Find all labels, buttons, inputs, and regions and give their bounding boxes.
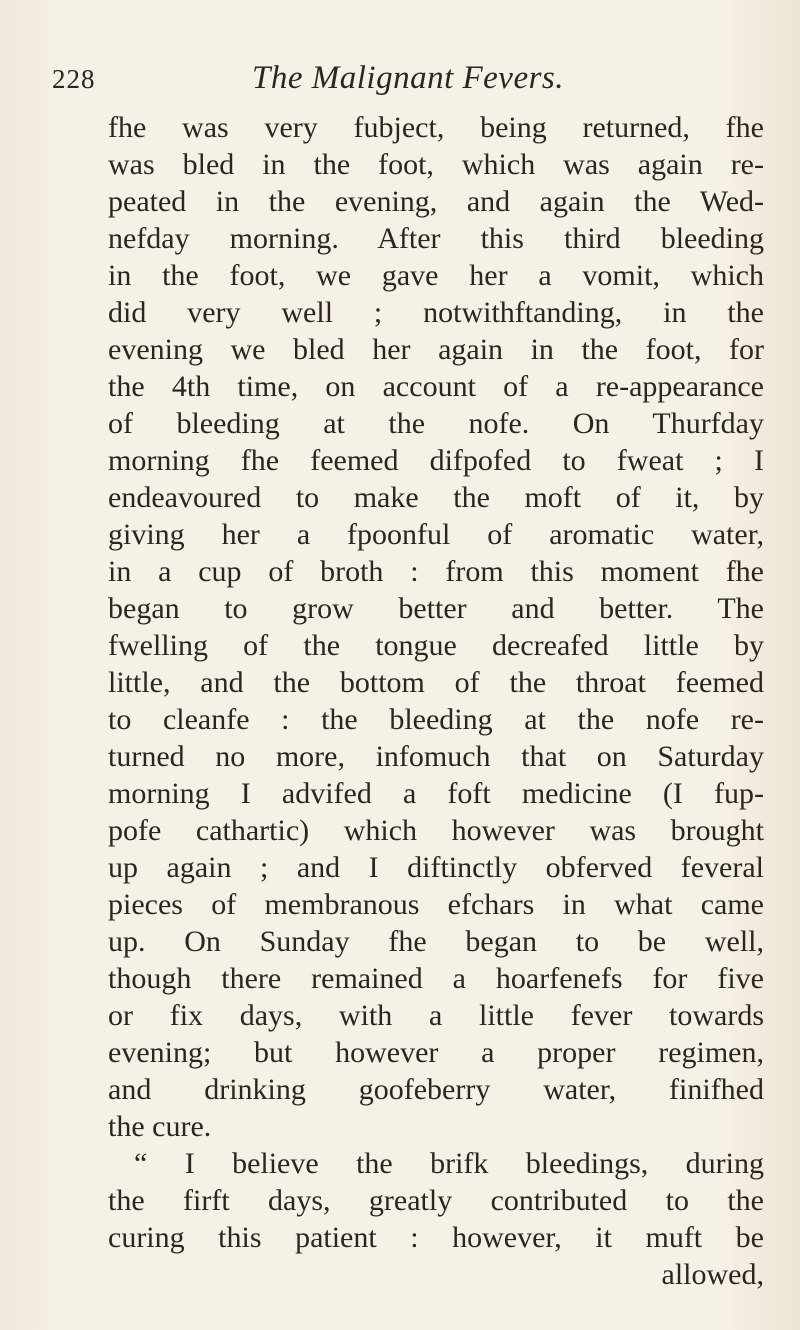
text-line: the 4th time, on account of a re-appearance [108, 370, 764, 403]
text-line: fwelling of the tongue decreafed little by [108, 629, 764, 662]
text-line: was bled in the foot, which was again re- [108, 148, 764, 181]
text-line: the firft days, greatly contributed to the [108, 1184, 764, 1217]
page-header [0, 60, 800, 106]
text-line: fhe was very fubject, being returned, fhe [108, 111, 764, 144]
text-line: the cure. [108, 1110, 212, 1143]
text-line: curing this patient : however, it muft be [108, 1221, 764, 1254]
text-line: giving her a fpoonful of aromatic water, [108, 518, 764, 551]
text-line: to cleanfe : the bleeding at the nofe re- [108, 703, 764, 736]
text-line: pofe cathartic) which however was brought [108, 814, 764, 847]
page-number: 228 [52, 64, 96, 94]
running-title: The Malignant Fevers. [252, 60, 565, 96]
text-line: up. On Sunday fhe began to be well, [108, 925, 764, 958]
text-line: evening we bled her again in the foot, for [108, 333, 764, 366]
text-line: little, and the bottom of the throat feemed [108, 666, 764, 699]
text-line: though there remained a hoarfenefs for five [108, 962, 764, 995]
text-line: turned no more, infomuch that on Saturday [108, 740, 764, 773]
text-line: or fix days, with a little fever towards [108, 999, 764, 1032]
text-line: endeavoured to make the moft of it, by [108, 481, 764, 514]
text-line: “ I believe the brifk bleedings, during [134, 1147, 764, 1180]
text-line: of bleeding at the nofe. On Thurfday [108, 407, 764, 440]
text-line: in the foot, we gave her a vomit, which [108, 259, 764, 292]
text-line: began to grow better and better. The [108, 592, 764, 625]
text-line: morning fhe feemed difpofed to fweat ; I [108, 444, 764, 477]
text-line: pieces of membranous efchars in what came [108, 888, 764, 921]
text-line: up again ; and I diftinctly obferved feveral [108, 851, 764, 884]
text-line: and drinking goofeberry water, finifhed [108, 1073, 764, 1106]
text-line: morning I advifed a foft medicine (I fup- [108, 777, 764, 810]
text-line: evening; but however a proper regimen, [108, 1036, 764, 1069]
text-line: did very well ; notwithftanding, in the [108, 296, 764, 329]
catchword-line: allowed, [661, 1258, 764, 1291]
text-line: peated in the evening, and again the Wed- [108, 185, 764, 218]
text-line: in a cup of broth : from this moment fhe [108, 555, 764, 588]
text-line: nefday morning. After this third bleeding [108, 222, 764, 255]
